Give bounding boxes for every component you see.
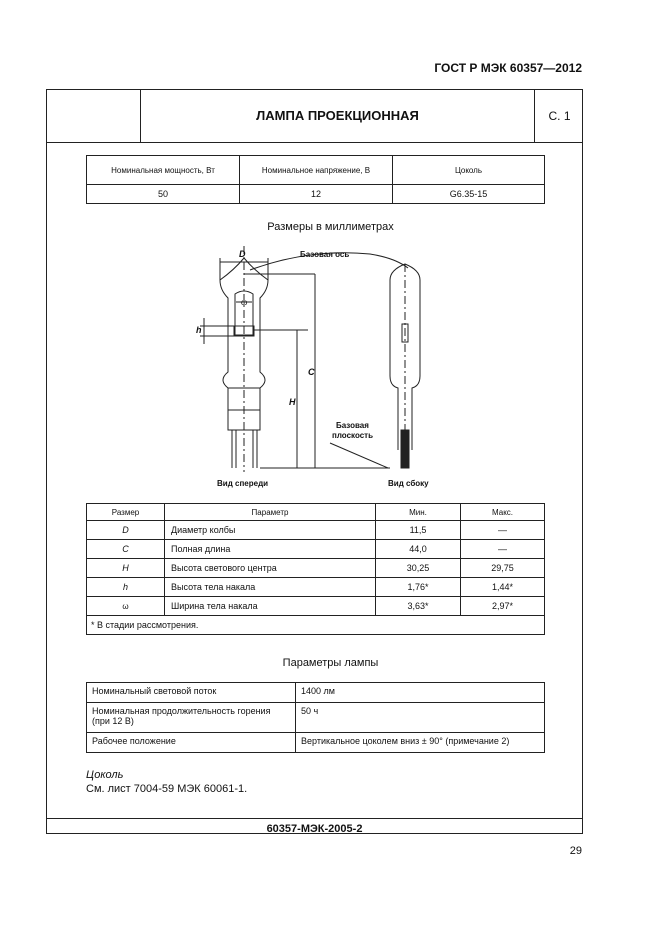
dimension-min: 11,5 bbox=[376, 521, 461, 540]
dimension-param: Высота светового центра bbox=[165, 559, 376, 578]
table-row bbox=[87, 578, 545, 597]
table-row bbox=[87, 559, 545, 578]
ratings-header-row bbox=[87, 156, 545, 185]
ratings-cap-value: G6.35-15 bbox=[393, 185, 545, 204]
dimension-max: 29,75 bbox=[461, 559, 545, 578]
reference-plane-label-1: Базовая bbox=[336, 421, 369, 430]
dimension-param: Высота тела накала bbox=[165, 578, 376, 597]
dimensions-note: * В стадии рассмотрения. bbox=[87, 616, 545, 635]
dimension-symbol: H bbox=[87, 559, 165, 578]
dim-label-c: C bbox=[308, 367, 315, 377]
standard-number: ГОСТ Р МЭК 60357—2012 bbox=[434, 61, 582, 75]
dimension-min: 30,25 bbox=[376, 559, 461, 578]
ratings-header-voltage: Номинальное напряжение, В bbox=[240, 156, 393, 185]
lamp-param-name: Рабочее положение bbox=[87, 733, 296, 753]
dimension-max: 1,44* bbox=[461, 578, 545, 597]
front-view-label: Вид спереди bbox=[217, 479, 269, 488]
table-row bbox=[87, 703, 545, 733]
side-view-label: Вид сбоку bbox=[388, 479, 429, 488]
dimensions-header-max: Макс. bbox=[461, 504, 545, 521]
lamp-param-value: 1400 лм bbox=[296, 683, 545, 703]
dim-label-h-large: H bbox=[289, 397, 296, 407]
ratings-power-value: 50 bbox=[87, 185, 240, 204]
dimension-symbol: C bbox=[87, 540, 165, 559]
dimensions-note-row bbox=[87, 616, 545, 635]
side-view-outline bbox=[390, 264, 420, 468]
ratings-header-power: Номинальная мощность, Вт bbox=[87, 156, 240, 185]
ratings-value-row bbox=[87, 185, 545, 204]
dimensions-header-size: Размер bbox=[87, 504, 165, 521]
dimensions-caption: Размеры в миллиметрах bbox=[267, 221, 394, 233]
dimension-lines bbox=[200, 253, 408, 468]
ratings-header-cap: Цоколь bbox=[393, 156, 545, 185]
reference-plane-label-2: плоскость bbox=[332, 431, 374, 440]
dim-label-d: D bbox=[239, 249, 246, 259]
dimension-param: Ширина тела накала bbox=[165, 597, 376, 616]
lamp-param-value: 50 ч bbox=[296, 703, 545, 733]
dimension-symbol: D bbox=[87, 521, 165, 540]
table-row bbox=[87, 540, 545, 559]
sheet-code: 60357-МЭК-2005-2 bbox=[46, 818, 583, 835]
table-row bbox=[87, 521, 545, 540]
table-row bbox=[87, 733, 545, 753]
front-view-outline bbox=[220, 246, 268, 472]
dimensions-header-min: Мин. bbox=[376, 504, 461, 521]
dimension-symbol: ω bbox=[87, 597, 165, 616]
lamp-params-title: Параметры лампы bbox=[282, 657, 379, 669]
dimensions-table bbox=[86, 503, 545, 635]
dim-label-h-small: h bbox=[196, 325, 202, 335]
dim-label-omega: ω bbox=[241, 298, 248, 307]
dimension-max: — bbox=[461, 540, 545, 559]
dimension-min: 44,0 bbox=[376, 540, 461, 559]
dimension-param: Полная длина bbox=[165, 540, 376, 559]
table-row bbox=[87, 597, 545, 616]
sheet-header bbox=[46, 89, 583, 143]
lamp-param-name: Номинальная продолжительность горения (при 12 В) bbox=[87, 703, 296, 733]
sheet-title: ЛАМПА ПРОЕКЦИОННАЯ bbox=[141, 89, 535, 142]
dimension-min: 3,63* bbox=[376, 597, 461, 616]
ratings-table bbox=[86, 155, 545, 204]
dimension-max: — bbox=[461, 521, 545, 540]
lamp-param-value: Вертикальное цоколем вниз ± 90° (примечание 2) bbox=[296, 733, 545, 753]
ratings-voltage-value: 12 bbox=[240, 185, 393, 204]
dimension-min: 1,76* bbox=[376, 578, 461, 597]
cap-section-title: Цоколь bbox=[86, 769, 124, 781]
header-blank-cell bbox=[46, 89, 141, 142]
lamp-drawing bbox=[190, 240, 450, 492]
cap-section-text: См. лист 7004-59 МЭК 60061-1. bbox=[86, 783, 248, 795]
dimension-symbol: h bbox=[87, 578, 165, 597]
dimensions-header-param: Параметр bbox=[165, 504, 376, 521]
page-number: 29 bbox=[569, 845, 582, 857]
sheet-page-label: С. 1 bbox=[548, 108, 571, 123]
table-row bbox=[87, 683, 545, 703]
dimension-max: 2,97* bbox=[461, 597, 545, 616]
dimension-param: Диаметр колбы bbox=[165, 521, 376, 540]
lamp-param-name: Номинальный световой поток bbox=[87, 683, 296, 703]
reference-axis-label: Базовая ось bbox=[300, 250, 350, 259]
dimensions-header-row bbox=[87, 504, 545, 521]
lamp-params-table bbox=[86, 682, 545, 753]
